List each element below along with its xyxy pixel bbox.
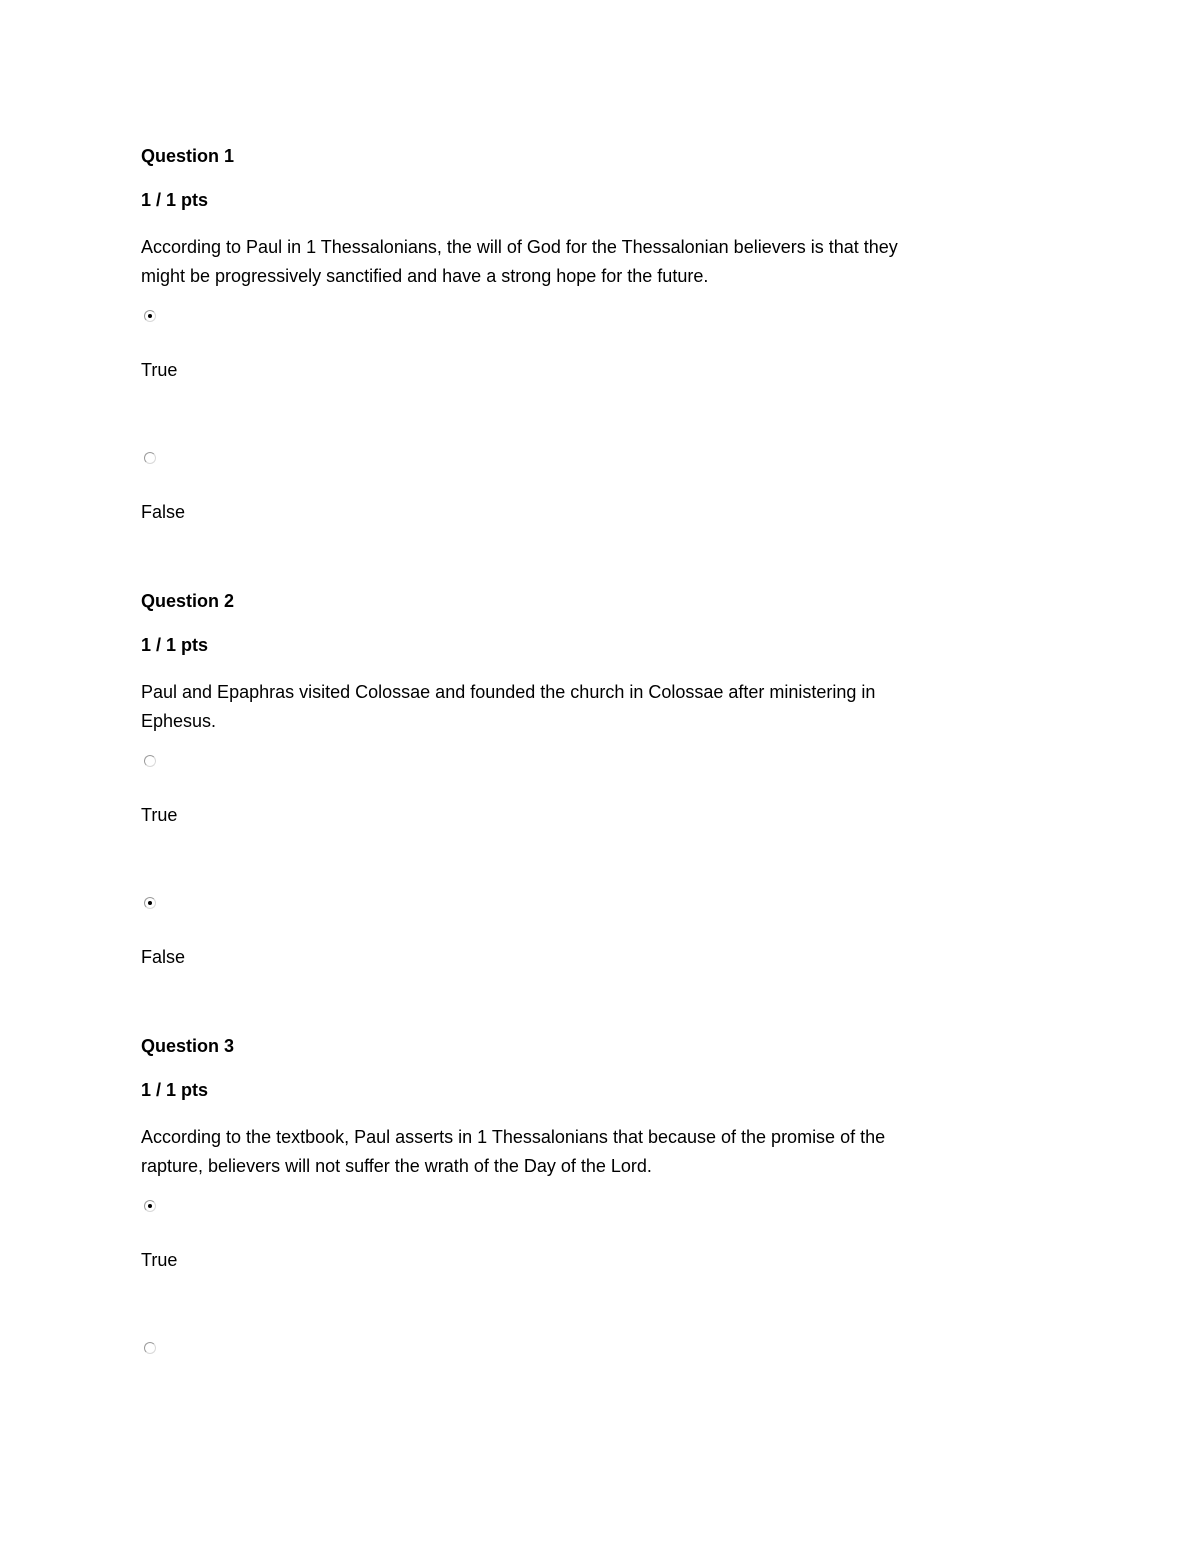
question-title: Question 1 [141,146,235,166]
radio-true[interactable] [144,755,156,767]
question-text: Paul and Epaphras visited Colossae and founded the church in Colossae after ministering in Ephesus. [141,682,876,731]
option-label-true: True [141,360,178,380]
question-points: 1 / 1 pts [141,635,209,655]
question-title: Question 2 [141,591,235,611]
option-label-false: False [141,947,186,967]
option-label-true: True [141,805,178,825]
radio-second-option[interactable] [144,1342,156,1354]
question-text: According to the textbook, Paul asserts in 1 Thessalonians that because of the promise of the rapture, believers will not suffer the wrath of the Day of the Lord. [141,1127,886,1176]
radio-false[interactable] [144,897,156,909]
radio-true[interactable] [144,1200,156,1212]
option-label-true: True [141,1250,178,1270]
radio-true[interactable] [144,310,156,322]
question-points: 1 / 1 pts [141,190,209,210]
question-points: 1 / 1 pts [141,1080,209,1100]
option-label-false: False [141,502,186,522]
question-title: Question 3 [141,1036,235,1056]
question-text: According to Paul in 1 Thessalonians, the will of God for the Thessalonian believers is that they might be progressively sanctified and have a strong hope for the future. [141,237,898,286]
radio-false[interactable] [144,452,156,464]
